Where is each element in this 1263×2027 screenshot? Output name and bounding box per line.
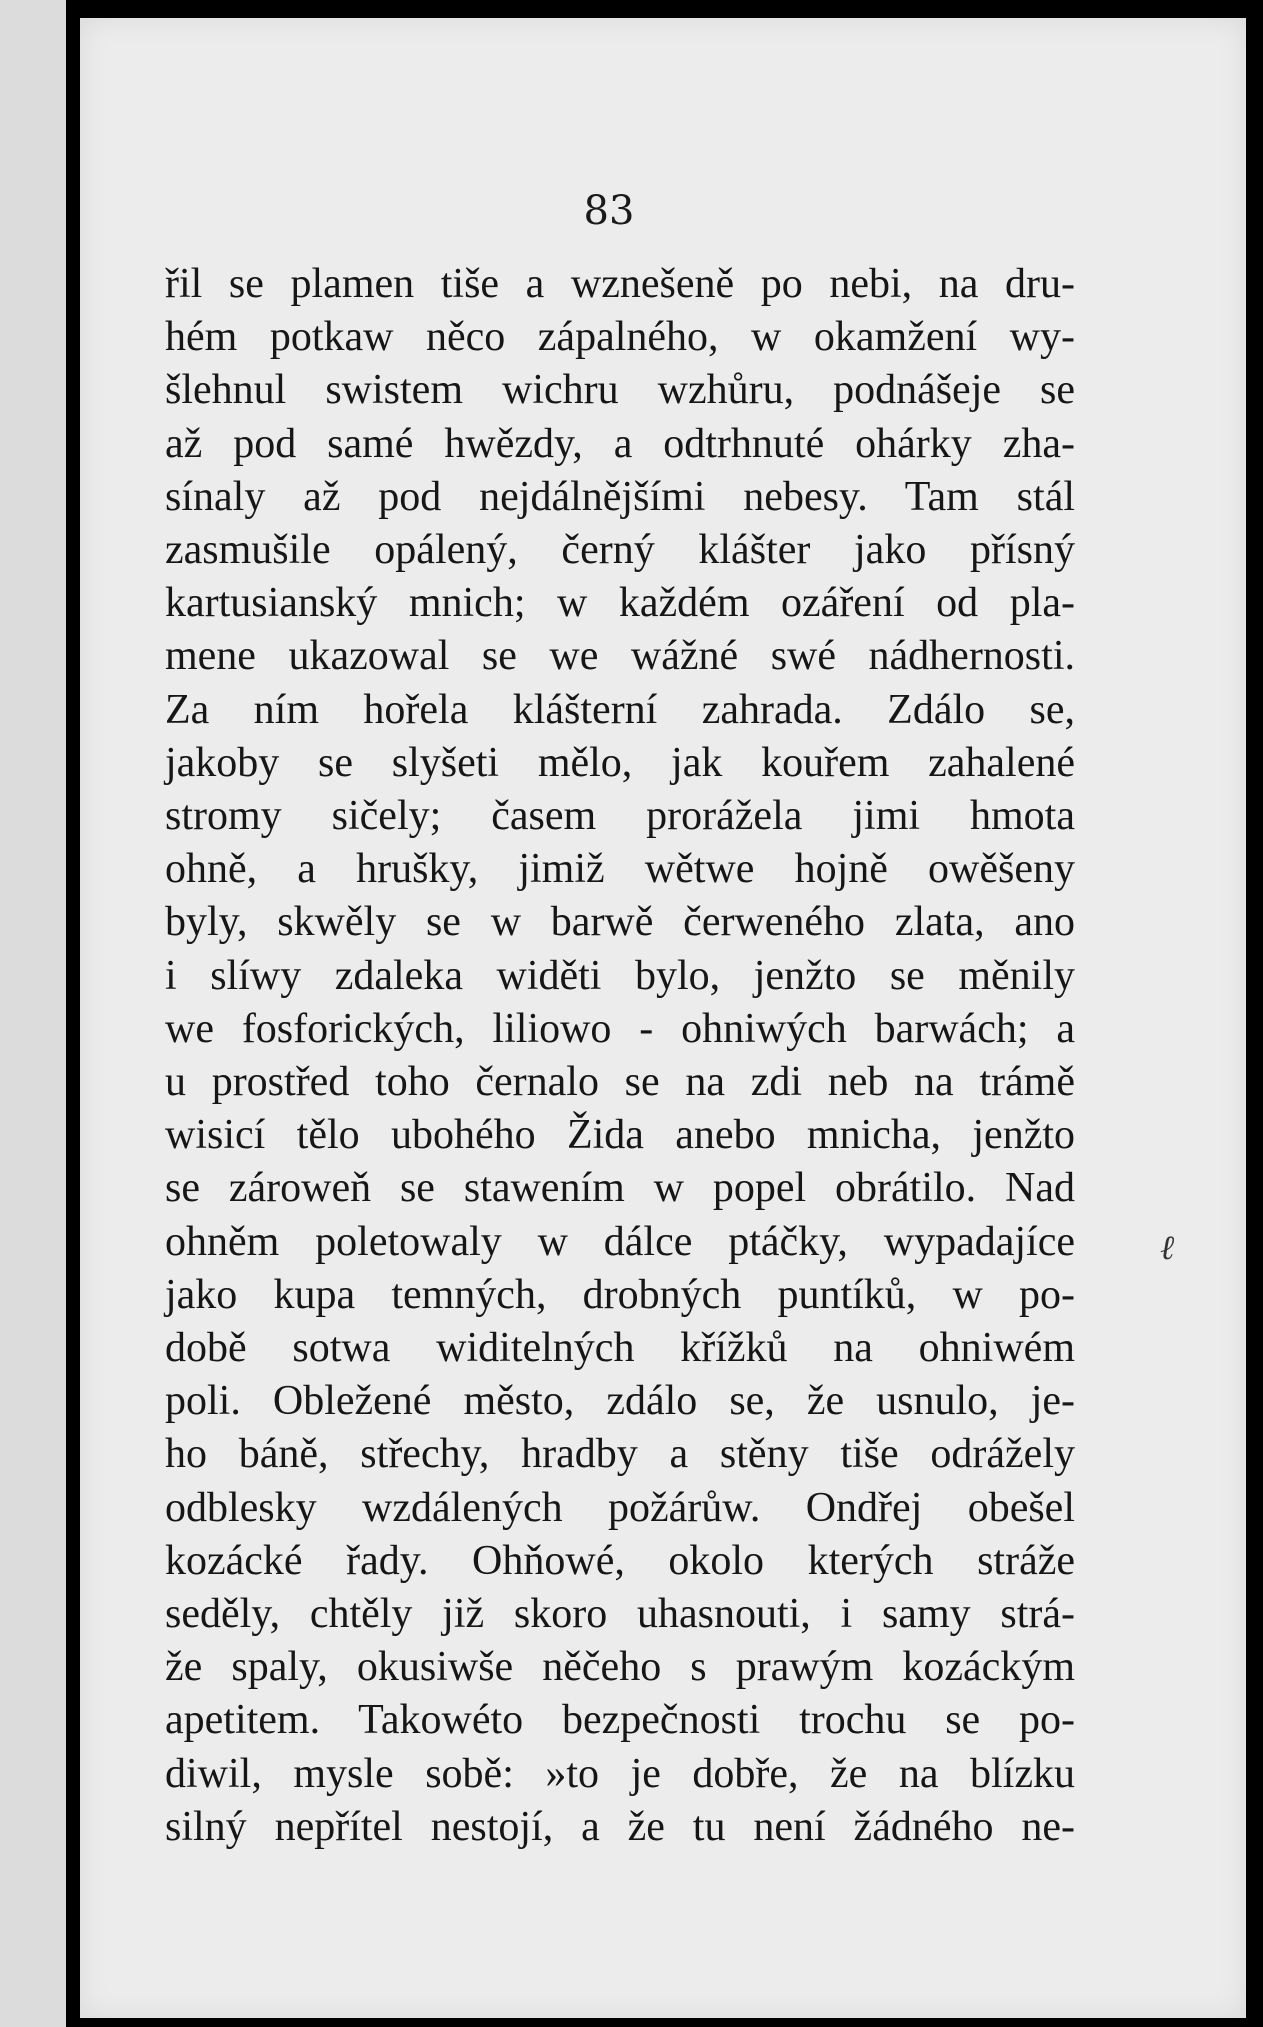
- text-line: we fosforických, liliowo - ohniwých barwách; a: [165, 1005, 1075, 1052]
- text-line: šlehnul swistem wichru wzhůru, podnášeje se: [165, 367, 1075, 414]
- text-line: sínaly až pod nejdálnějšími nebesy. Tam stál: [165, 473, 1075, 520]
- text-line: apetitem. Takowéto bezpečnosti trochu se po-: [165, 1697, 1075, 1744]
- text-line: až pod samé hwězdy, a odtrhnuté ohárky zha-: [165, 420, 1075, 467]
- book-page: [80, 18, 1246, 2018]
- text-line: kozácké řady. Ohňowé, okolo kterých stráže: [165, 1537, 1075, 1584]
- text-line: kartusianský mnich; w každém ozáření od pla-: [165, 580, 1075, 627]
- text-line: wisicí tělo ubohého Žida anebo mnicha, jenžto: [165, 1112, 1075, 1159]
- text-line: mene ukazowal se we wážné swé nádhernosti.: [165, 633, 1075, 680]
- text-line: diwil, mysle sobě: »to je dobře, že na blízku: [165, 1750, 1075, 1797]
- text-line: byly, skwěly se w barwě čerweného zlata, ano: [165, 899, 1075, 946]
- text-line: jako kupa temných, drobných puntíků, w po-: [165, 1271, 1075, 1318]
- text-line: seděly, chtěly již skoro uhasnouti, i samy strá-: [165, 1591, 1075, 1638]
- text-line: ho báně, střechy, hradby a stěny tiše odrážely: [165, 1431, 1075, 1478]
- text-line: poli. Obležené město, zdálo se, že usnulo, je-: [165, 1378, 1075, 1425]
- text-line: se zároweň se stawením w popel obrátilo. Nad: [165, 1165, 1075, 1212]
- text-line: silný nepřítel nestojí, a že tu není žádného ne-: [165, 1803, 1075, 1850]
- text-line: že spaly, okusiwše něčeho s prawým kozáckým: [165, 1644, 1075, 1691]
- text-line: jakoby se slyšeti mělo, jak kouřem zahalené: [165, 739, 1075, 786]
- text-line: zasmušile opálený, černý klášter jako přísný: [165, 527, 1075, 574]
- previous-page-edge: [0, 0, 66, 2027]
- text-line: ohněm poletowaly w dálce ptáčky, wypadajíce: [165, 1218, 1075, 1265]
- text-line: ohně, a hrušky, jimiž wětwe hojně owěšeny: [165, 846, 1075, 893]
- page-body-text: [165, 258, 1075, 1854]
- text-line: odblesky wzdálených požárůw. Ondřej obešel: [165, 1484, 1075, 1531]
- text-line: hém potkaw něco zápalného, w okamžení wy-: [165, 314, 1075, 361]
- page-number: 83: [583, 188, 635, 234]
- text-line: Za ním hořela klášterní zahrada. Zdálo se,: [165, 686, 1075, 733]
- text-line: stromy sičely; časem prorážela jimi hmota: [165, 793, 1075, 840]
- text-line: u prostřed toho černalo se na zdi neb na trámě: [165, 1059, 1075, 1106]
- text-line: řil se plamen tiše a wznešeně po nebi, na dru-: [165, 261, 1075, 307]
- text-line: i slíwy zdaleka widěti bylo, jenžto se měnily: [165, 952, 1075, 999]
- text-line: době sotwa widitelných křížků na ohniwém: [165, 1325, 1075, 1372]
- margin-mark: ℓ: [1160, 1228, 1175, 1268]
